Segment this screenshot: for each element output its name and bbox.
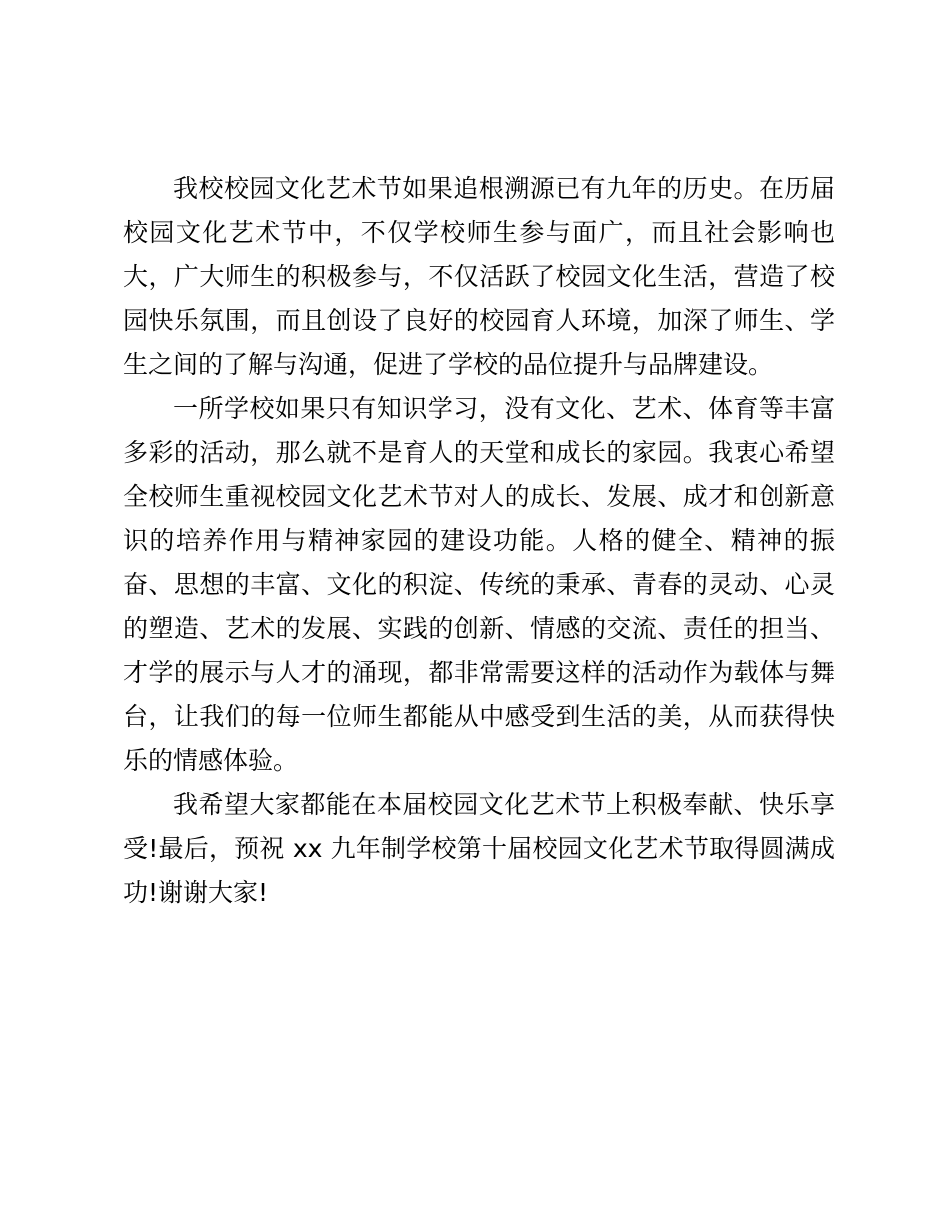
document-body <box>123 167 835 915</box>
paragraph-1: 我校校园文化艺术节如果追根溯源已有九年的历史。在历届校园文化艺术节中，不仅学校师生参与面广，而且社会影响也大，广大师生的积极参与，不仅活跃了校园文化生活，营造了校园快乐氛围，而且创设了良好的校园育人环境，加深了师生、学生之间的了解与沟通，促进了学校的品位提升与品牌建设。 <box>123 174 835 379</box>
paragraph-3: 我希望大家都能在本届校园文化艺术节上积极奉献、快乐享受!最后，预祝 xx 九年制学校第十届校园文化艺术节取得圆满成功!谢谢大家! <box>123 790 835 907</box>
paragraph-2: 一所学校如果只有知识学习，没有文化、艺术、体育等丰富多彩的活动，那么就不是育人的天堂和成长的家园。我衷心希望全校师生重视校园文化艺术节对人的成长、发展、成才和创新意识的培养作用与精神家园的建设功能。人格的健全、精神的振奋、思想的丰富、文化的积淀、传统的秉承、青春的灵动、心灵的塑造、艺术的发展、实践的创新、情感的交流、责任的担当、才学的展示与人才的涌现，都非常需要这样的活动作为载体与舞台，让我们的每一位师生都能从中感受到生活的美，从而获得快乐的情感体验。 <box>123 394 835 775</box>
